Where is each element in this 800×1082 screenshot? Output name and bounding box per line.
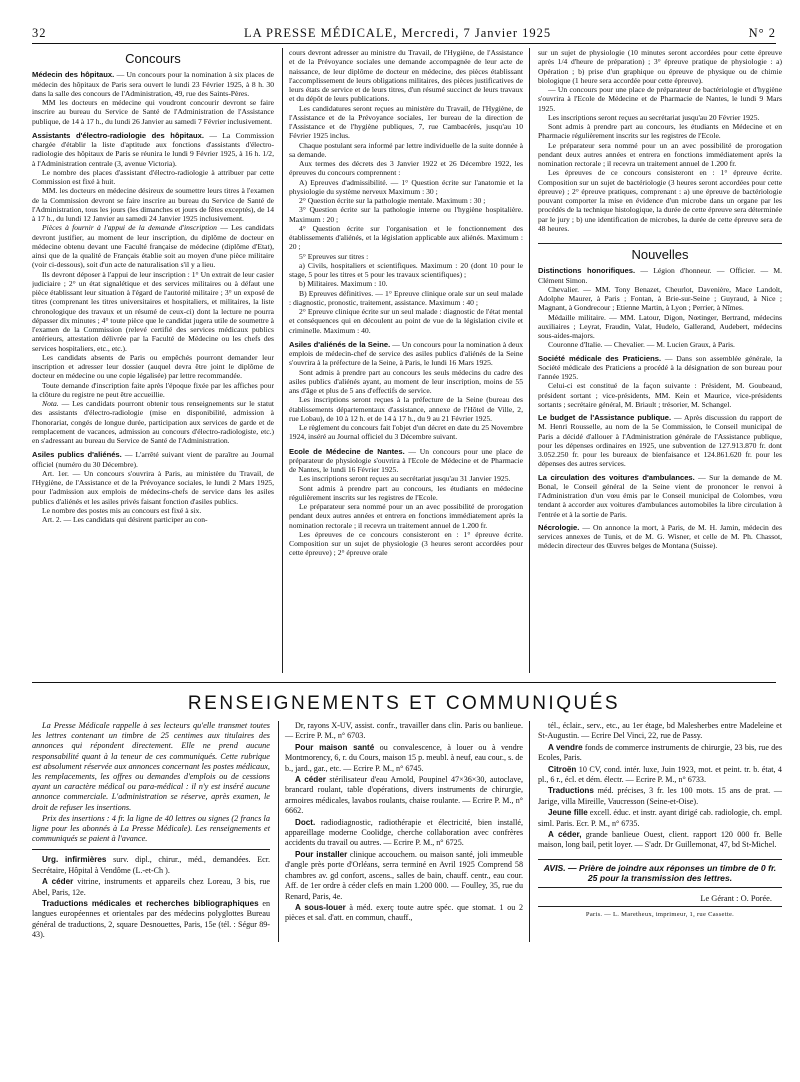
article-circulation: La circulation des voitures d'ambulances. — Sur la demande de M. Bonal, le Conseil général de la Seine vient de prononcer le renvoi à l'Administration d'un vœu émis par le Conseil municipal de Colombes, vœu tendant à accorder aux voitures d'ambulances automobiles la libre circulation à l'entrée et à la sortie de Paris. <box>538 472 782 519</box>
paragraph: Art. 2. — Les candidats qui désirent participer au con- <box>42 515 208 524</box>
article-assistants: Assistants d'électro-radiologie des hôpitaux. — La Commission chargée d'établir la liste d'aptitude aux fonctions d'assistants d'électro-radiologie des hôpitaux de Paris se réunira le lundi 9 Février 1925, à 16 h. 1/2, à l'Administration centrale (3, avenue Victoria). <box>32 130 274 168</box>
paragraph: b) Militaires. Maximum : 10. <box>299 279 388 289</box>
journal-title: LA PRESSE MÉDICALE, Mercredi, 7 Janvier 1925 <box>243 26 552 40</box>
paragraph: B) Epreuves définitives. — 1° Epreuve clinique orale sur un seul malade : diagnostic, pronostic, traitement, assistance. Maximum : 40 ; <box>289 288 523 307</box>
paragraph: Aux termes des décrets des 3 Janvier 1922 et 26 Décembre 1922, les épreuves du concours comprennent : <box>289 159 523 178</box>
paragraph: 3° Question écrite sur la pathologie interne ou l'hygiène hospitalière. Maximum : 20 ; <box>289 205 523 224</box>
classified-ad: Citroën 10 CV, cond. intér. luxe, Juin 1923, mot. et peint. tr. b. état, 4 pl., 6 r., écl. et dém. électr. — Ecrire P. M., n° 6733. <box>538 764 782 785</box>
classified-ad: A céder vitrine, instruments et appareils chez Loreau, 3 bis, rue Abel, Paris, 12e. <box>32 877 270 897</box>
classified-ad: tél., éclair., serv., etc., au 1er étage, bd Malesherbes entre Madeleine et St-Augustin. — Ecrire Del Vinci, 22, rue de Passy. <box>538 721 782 741</box>
paragraph: Médaille militaire. — MM. Latour, Digon, Nœtinger, Bertrand, médecins auxiliaires ; Leyrat, Fraudin, Valat, Hudelo, Gallerand, Audebert, médecins sous-aides-majors. <box>538 312 782 340</box>
paragraph: Ils devront déposer à l'appui de leur inscription : 1° Un extrait de leur casier judiciaire ; 2° un état signalétique et des services militaires ou à défaut une pièce établissant leur situation à l'égard de l'autorité militaire ; 3° un exposé de titres (comprenant les titres universitaires et hospitaliers, et militaires, la liste chronologique des travaux et un résumé de ceux-ci) dont la lecture ne pourra dépasser dix minutes ; 4° toute pièce que le candidat jugera utile de soumettre à l'examen de la Commission (relevé certifié des services médicaux publics antérieurs, attestation délivrée par la Faculté de Médecine ou les chefs des services hospitaliers, etc., etc.). <box>32 269 274 353</box>
lower-column-middle <box>278 721 530 942</box>
paragraph: a) Civils, hospitaliers et scientifiques. Maximum : 20 (dont 10 pour le stage, 5 pour les titres et 5 pour les travaux scientifiques) ; <box>289 260 523 279</box>
paragraph: Celui-ci est constitué de la façon suivante : Président, M. Goubeaud, président sortant ; vice-présidents, MM. Kein et Maurice, vice-présidents sortants ; secrétaire général, M. Briault ; trésorier, M. Schangel. <box>538 381 782 409</box>
upper-columns <box>32 48 782 673</box>
paragraph: Les inscriptions seront reçues au secrétariat jusqu'au 20 Février 1925. <box>548 112 760 122</box>
paragraph: cours devront adresser au ministre du Travail, de l'Hygiène, de l'Assistance et de la Prévoyance sociales une demande accompagnée de leur acte de naissance, de leur diplôme de docteur en médecine, des pièces établissant l'accomplissement de leurs obligations militaires, des pièces justificatives de leurs états de service et de leurs titres, d'un résumé succinct de leurs travaux et du dépôt de leurs publications. <box>289 48 523 104</box>
article-necrologie: Nécrologie. — On annonce la mort, à Paris, de M. H. Jamin, médecin des services annexes de Tunis, et de M. G. Wisner, et celle de M. Ph. Chassot, médecin directeur des Œuvres belges de Montana (Suisse). <box>538 522 782 551</box>
classified-ad: Dr, rayons X-UV, assist. confr., travailler dans clin. Paris ou banlieue. — Ecrire P. M., n° 6703. <box>285 721 523 741</box>
paragraph: MM. les docteurs en médecine désireux de soumettre leurs titres à l'examen de la Commission devront se faire inscrire au bureau du Service de Santé de l'Administration, tous les jours (les dimanches et jours de fêtes exceptés), de 14 à 17 h., du lundi 12 Janvier au samedi 24 Janvier 1925 inclusivement. <box>32 186 274 223</box>
paragraph: Les inscriptions seront reçues à la préfecture de la Seine (bureau des établissements départementaux d'assistance, annexe de l'Hôtel de Ville, 2, rue Lobau), de 10 à 12 h. et de 14 à 17 h., du 9 au 21 Février 1925. <box>289 395 523 423</box>
paragraph: Le préparateur sera nommé pour un an avec possibilité de prorogation pendant deux autres années et entrera en fonctions immédiatement après la nomination rectorale ; il recevra un traitement annuel de 1.200 fr. <box>538 140 782 168</box>
classified-ad: Pour maison santé ou convalescence, à louer ou à vendre Montmorency, 6, r. du Cours, maison 15 p. meubl. à neuf, eau cour., s. de b., jard., gar., etc. — Ecrire P. M., n° 6745. <box>285 742 523 773</box>
classified-ad: Pour installer clinique accouchem. ou maison santé, joli immeuble d'angle près porte d'Orléans, serra terminé en Avril 1925 Comprend 58 chambres av. gd confort, ascens., salles de bain, chauff. centr., eau cour. Aff. de 1er ordre à céder clefs en main 1.200 000. — Foulley, 35, rue du Renard, Paris, 4e. <box>285 849 523 901</box>
article-praticiens: Société médicale des Praticiens. — Dans son assemblée générale, la Société médicale des Praticiens a procédé à la désignation de son bureau pour l'année 1925. <box>538 353 782 381</box>
paragraph: sur un sujet de physiologie (10 minutes seront accordées pour cette épreuve après 1/4 d'heure de préparation) ; 3° épreuve pratique de physiologie : a) Opération ; b) prise d'un graphique ou épreuve de physique ou de chimie biologique (1 heure sera accordée pour cette épreuve). <box>538 48 782 85</box>
article-nantes: Ecole de Médecine de Nantes. — Un concours pour une place de préparateur de physiologie s'ouvrira à l'Ecole de Médecine et de Pharmacie de Nantes, le lundi 16 Février 1925. <box>289 446 523 474</box>
gerant-signature: Le Gérant : O. Porée. <box>700 893 772 903</box>
classified-ad: Jeune fille excell. éduc. et instr. ayant dirigé cab. radiologie, ch. empl. siml. Paris. Ecr. P. M., n° 6735. <box>538 808 782 828</box>
paragraph: Sont admis à prendre part au concours, les étudiants en médecine régulièrement inscrits sur les registres de l'Ecole. <box>289 483 523 502</box>
paragraph: A) Epreuves d'admissibilité. — 1° Question écrite sur l'anatomie et la physiologie du système nerveux Maximum : 30 ; <box>289 177 523 196</box>
article-seine: Asiles d'aliénés de la Seine. — Un concours pour la nomination à deux emplois de médecin-chef de service des asiles publics d'aliénés de la Seine s'ouvrira à la préfecture de la Seine, à Paris, le lundi 16 Mars 1925. <box>289 339 524 368</box>
paragraph: Pièces à fournir à l'appui de la demande d'inscription — Les candidats devront justifier, au moment de leur inscription, du diplôme de docteur en médecine obtenu devant une Faculté française de médecine (diplôme d'Etat), ainsi que de la qualité de Français établie soit au moyen d'une pièce militaire (voir ci-dessous), soit d'un acte de naturalisation s'il y a lieu. <box>32 223 274 270</box>
lower-column-left <box>32 721 270 942</box>
issue-number: N° 2 <box>748 26 776 40</box>
article-distinctions: Distinctions honorifiques. — Légion d'honneur. — Officier. — M. Clément Simon. <box>538 266 782 285</box>
paragraph: Chevalier. — MM. Tony Benazet, Cheurlot, Davenière, Mace Landolt, Adolphe Maurer, à Paris ; Fontan, à Brie-sur-Seine ; Guyraud, à Nice ; Magnant, à Gondrecour ; Etienne Martin, à Lyon ; Perrier, à Nîmes. <box>538 284 782 313</box>
paragraph: — Un concours pour une place de préparateur de bactériologie et d'hygiène s'ouvrira à l'Ecole de Médecine et de Pharmacie de Nantes, le lundi 9 Mars 1925. <box>538 85 782 113</box>
paragraph: Le nombre des postes mis au concours est fixé à six. <box>42 505 202 515</box>
paragraph: Couronne d'Italie. — Chevalier. — M. Lucien Graux, à Paris. <box>548 340 735 350</box>
section-divider <box>538 243 782 244</box>
paragraph: Chaque postulant sera informé par lettre individuelle de la suite donnée à sa demande. <box>289 140 523 159</box>
lower-column-right <box>538 721 782 942</box>
paragraph: Toute demande d'inscription faite après l'époque fixée par les affiches pour la clôture du registre ne peut être accueillie. <box>32 380 274 399</box>
article-medecins: Médecin des hôpitaux. — Un concours pour la nomination à six places de médecin des hôpitaux de Paris sera ouvert le lundi 23 Février 1925, à 8 h. 30 dans la salle des concours de l'Administration, 49, rue des Saints-Pères. <box>32 70 274 98</box>
classified-ad: A sous-louer à méd. exerç toute autre spéc. que stomat. 1 ou 2 pièces et sal. d'att. en commun, chauff., <box>285 902 523 923</box>
avis-notice: AVIS. — Prière de joindre aux réponses un timbre de 0 fr. 25 pour la transmission des lettres. <box>538 859 782 888</box>
paragraph: Les épreuves de ce concours consisteront en : 1° épreuve écrite. Composition sur un sujet de physiologie (3 heures seront accordées pour cette épreuve) ; 2° épreuve orale <box>289 529 523 558</box>
article-budget: Le budget de l'Assistance publique. — Après discussion du rapport de M. Henri Rousselle, au nom de la 5e Commission, le Conseil municipal de Paris a décidé d'allouer à l'Administration générale de l'Assistance publique, pour les dépenses ordinaires en 1925, une subvention de 127.913.870 fr. dont 3.052.250 fr. pour les bureaux de bienfaisance et 124.861.620 fr. pour les dépenses des autres services. <box>538 413 782 469</box>
page-number: 32 <box>32 26 47 40</box>
column-middle <box>282 48 530 673</box>
running-header <box>32 26 776 44</box>
classified-ad: A céder stérilisateur d'eau Arnold, Poupinel 47×36×30, autoclave, brancard roulant, table d'opérations, divers instruments de chirurgie, armoires médicales, lavabos roulants, chaise roulante. — Ecrire P. M., n° 6662. <box>285 775 523 816</box>
paragraph: Art. 1er. — Un concours s'ouvrira à Paris, au ministère du Travail, de l'Hygiène, de l'Assistance et de la Prévoyance sociales, le lundi 2 Mars 1925, pour l'admission aux emplois de médecins-chefs de service dans les asiles publics d'aliénés et les asiles privés faisant fonction d'asiles publics. <box>32 468 274 506</box>
paragraph: 2° Question écrite sur la pathologie mentale. Maximum : 30 ; <box>299 196 486 205</box>
classified-ad: A céder, grande banlieue Ouest, client. rapport 120 000 fr. Belle maison, long bail, petit loyer. — S'adr. Dr Guillemonat, 47, bd St-Michel. <box>538 830 782 850</box>
paragraph: Sont admis à prendre part au concours les seuls médecins du cadre des asiles publics d'aliénés ayant, au moment de leur inscription, moins de 55 ans d'âge et plus de 5 ans d'effectifs de service. <box>289 367 523 395</box>
paragraph: Les épreuves de ce concours consisteront en : 1° épreuve écrite. Composition sur un sujet de bactériologie (3 heures seront accordées pour cette épreuve) ; 2° épreuve pratiques, comprenant : a) une épreuve de bactériologie pouvant comporter la mise en évidence d'un microbe dans un organe par les procédés de la technique histologique, la durée de cette épreuve sera déterminée par le jury ; b) une identification de microbes, la durée de cette épreuve sera de 48 heures. <box>538 168 782 233</box>
paragraph: Le préparateur sera nommé pour un an avec possibilité de prorogation pendant deux autres années et entrera en fonctions immédiatement après la nomination rectorale ; il recevra un traitement annuel de 1.200 fr. <box>289 502 523 530</box>
article-asiles: Asiles publics d'aliénés. — L'arrêté suivant vient de paraître au Journal officiel (numéro du 30 Décembre). <box>32 450 274 469</box>
classified-ad: Urg. infirmières surv. dipl., chirur., méd., demandées. Ecr. Secrétaire, Hôpital à Vendôme (L.-et-Ch ). <box>32 855 270 875</box>
paragraph: MM les docteurs en médecine qui voudront concourir devront se faire inscrire au bureau du Service de Santé de l'Administration de l'Assistance publique, de 14 à 17 h., du lundi 26 Janvier au samedi 7 Février inclusivement. <box>32 98 274 126</box>
paragraph: Le nombre des places d'assistant d'électro-radiologie à attribuer par cette Commission est fixé à huit. <box>32 167 274 186</box>
classified-ad: Doct. radiodiagnostic, radiothérapie et électricité, bien installé, appareillage moderne Coolidge, cherche collaboration avec confrères accidents du travail ou autres. — Ecrire P. M., n° 6725. <box>285 817 523 848</box>
column-left <box>32 48 274 673</box>
paragraph: 2° Epreuve clinique écrite sur un seul malade : diagnostic de l'état mental et conséquences qui en découlent au point de vue de la législation civile et criminelle. Maximum : 40. <box>289 307 523 335</box>
section-title-nouvelles: Nouvelles <box>631 247 689 262</box>
paragraph: Nota. — Les candidats pourront obtenir tous renseignements sur le statut des assistants d'électro-radiologie (mise en disponibilité, admission à l'honorariat, congés de longue durée, participation aux services de garde et de remplacement de vacances, admission au concours d'électro-radiologiste, etc.) en s'adressant au bureau du Service de Santé de l'Administration. <box>32 399 274 445</box>
section-title-concours: Concours <box>125 51 181 66</box>
paragraph: 4° Question écrite sur l'organisation et le fonctionnement des établissements d'aliénés, et la législation applicable aux aliénés. Maximum : 20 ; <box>289 223 523 252</box>
classified-ad: Traductions méd. précises, 3 fr. les 100 mots. 15 ans de prat. — Jarige, villa Mireille, Vaucresson (Seine-et-Oise). <box>538 786 782 806</box>
classified-ad: Traductions médicales et recherches bibliographiques en langues européennes et orientales par des médecins polyglottes Bureau général de traductions, 2, square Desnouettes, Paris, 15e (tél. : Ségur 89-43). <box>32 899 271 940</box>
classified-ad: A vendre fonds de commerce instruments de chirurgie, 23 bis, rue des Ecoles, Paris. <box>538 742 782 763</box>
paragraph: Les inscriptions seront reçues au secrétariat jusqu'au 31 Janvier 1925. <box>299 474 511 484</box>
paragraph: Sont admis à prendre part au concours, les étudiants en Médecine et en Pharmacie régulièrement inscrits sur les registres de l'Ecole. <box>538 122 782 141</box>
paragraph: 5° Epreuves sur titres : <box>299 251 369 261</box>
paragraph: Les candidatures seront reçues au ministère du Travail, de l'Hygiène, de l'Assistance et de la Prévoyance sociales, 1er bureau de la direction de l'Assistance et de l'hygiène publiques, 7, rue Cambacérès, jusqu'au 10 Février 1925 inclus. <box>289 103 523 141</box>
paragraph: Le règlement du concours fait l'objet d'un décret en date du 25 Novembre 1924, inséré au Journal officiel du 3 Décembre suivant. <box>289 423 523 442</box>
notice: La Presse Médicale rappelle à ses lecteurs qu'elle transmet toutes les lettres contenant un timbre de 25 centimes aux titulaires des annonces qui répondent directement. Elle ne prend aucune responsabilité quant à la teneur de ces communiqués. Cette rubrique est absolument réservée aux annonces concernant les postes médicaux, les remplacements, les offres ou demandes d'emplois ou de cessions ayant un caractère médical ou para-médical : il n'y est inséré aucune annonce commerciale. L'administration se réserve, après examen, le droit de refuser les insertions. <box>32 721 270 812</box>
paragraph: Les candidats absents de Paris ou empêchés pourront demander leur inscription et adresser leur dossier (auquel devra être joint le diplôme de docteur en médecine ou une copie légalisée) par lettre recommandée. <box>32 352 274 381</box>
section-banner-renseignements: RENSEIGNEMENTS ET COMMUNIQUÉS <box>32 682 776 715</box>
lower-columns <box>32 721 782 942</box>
column-right <box>538 48 782 673</box>
prices-notice: Prix des insertions : 4 fr. la ligne de 40 lettres ou signes (2 francs la ligne pour les abonnés à La Presse Médicale). Les renseignements et communiqués se paient à l'avance. <box>32 813 270 844</box>
printer-imprint: Paris. — L. Maretheux, imprimeur, 1, rue Cassette. <box>538 906 782 920</box>
